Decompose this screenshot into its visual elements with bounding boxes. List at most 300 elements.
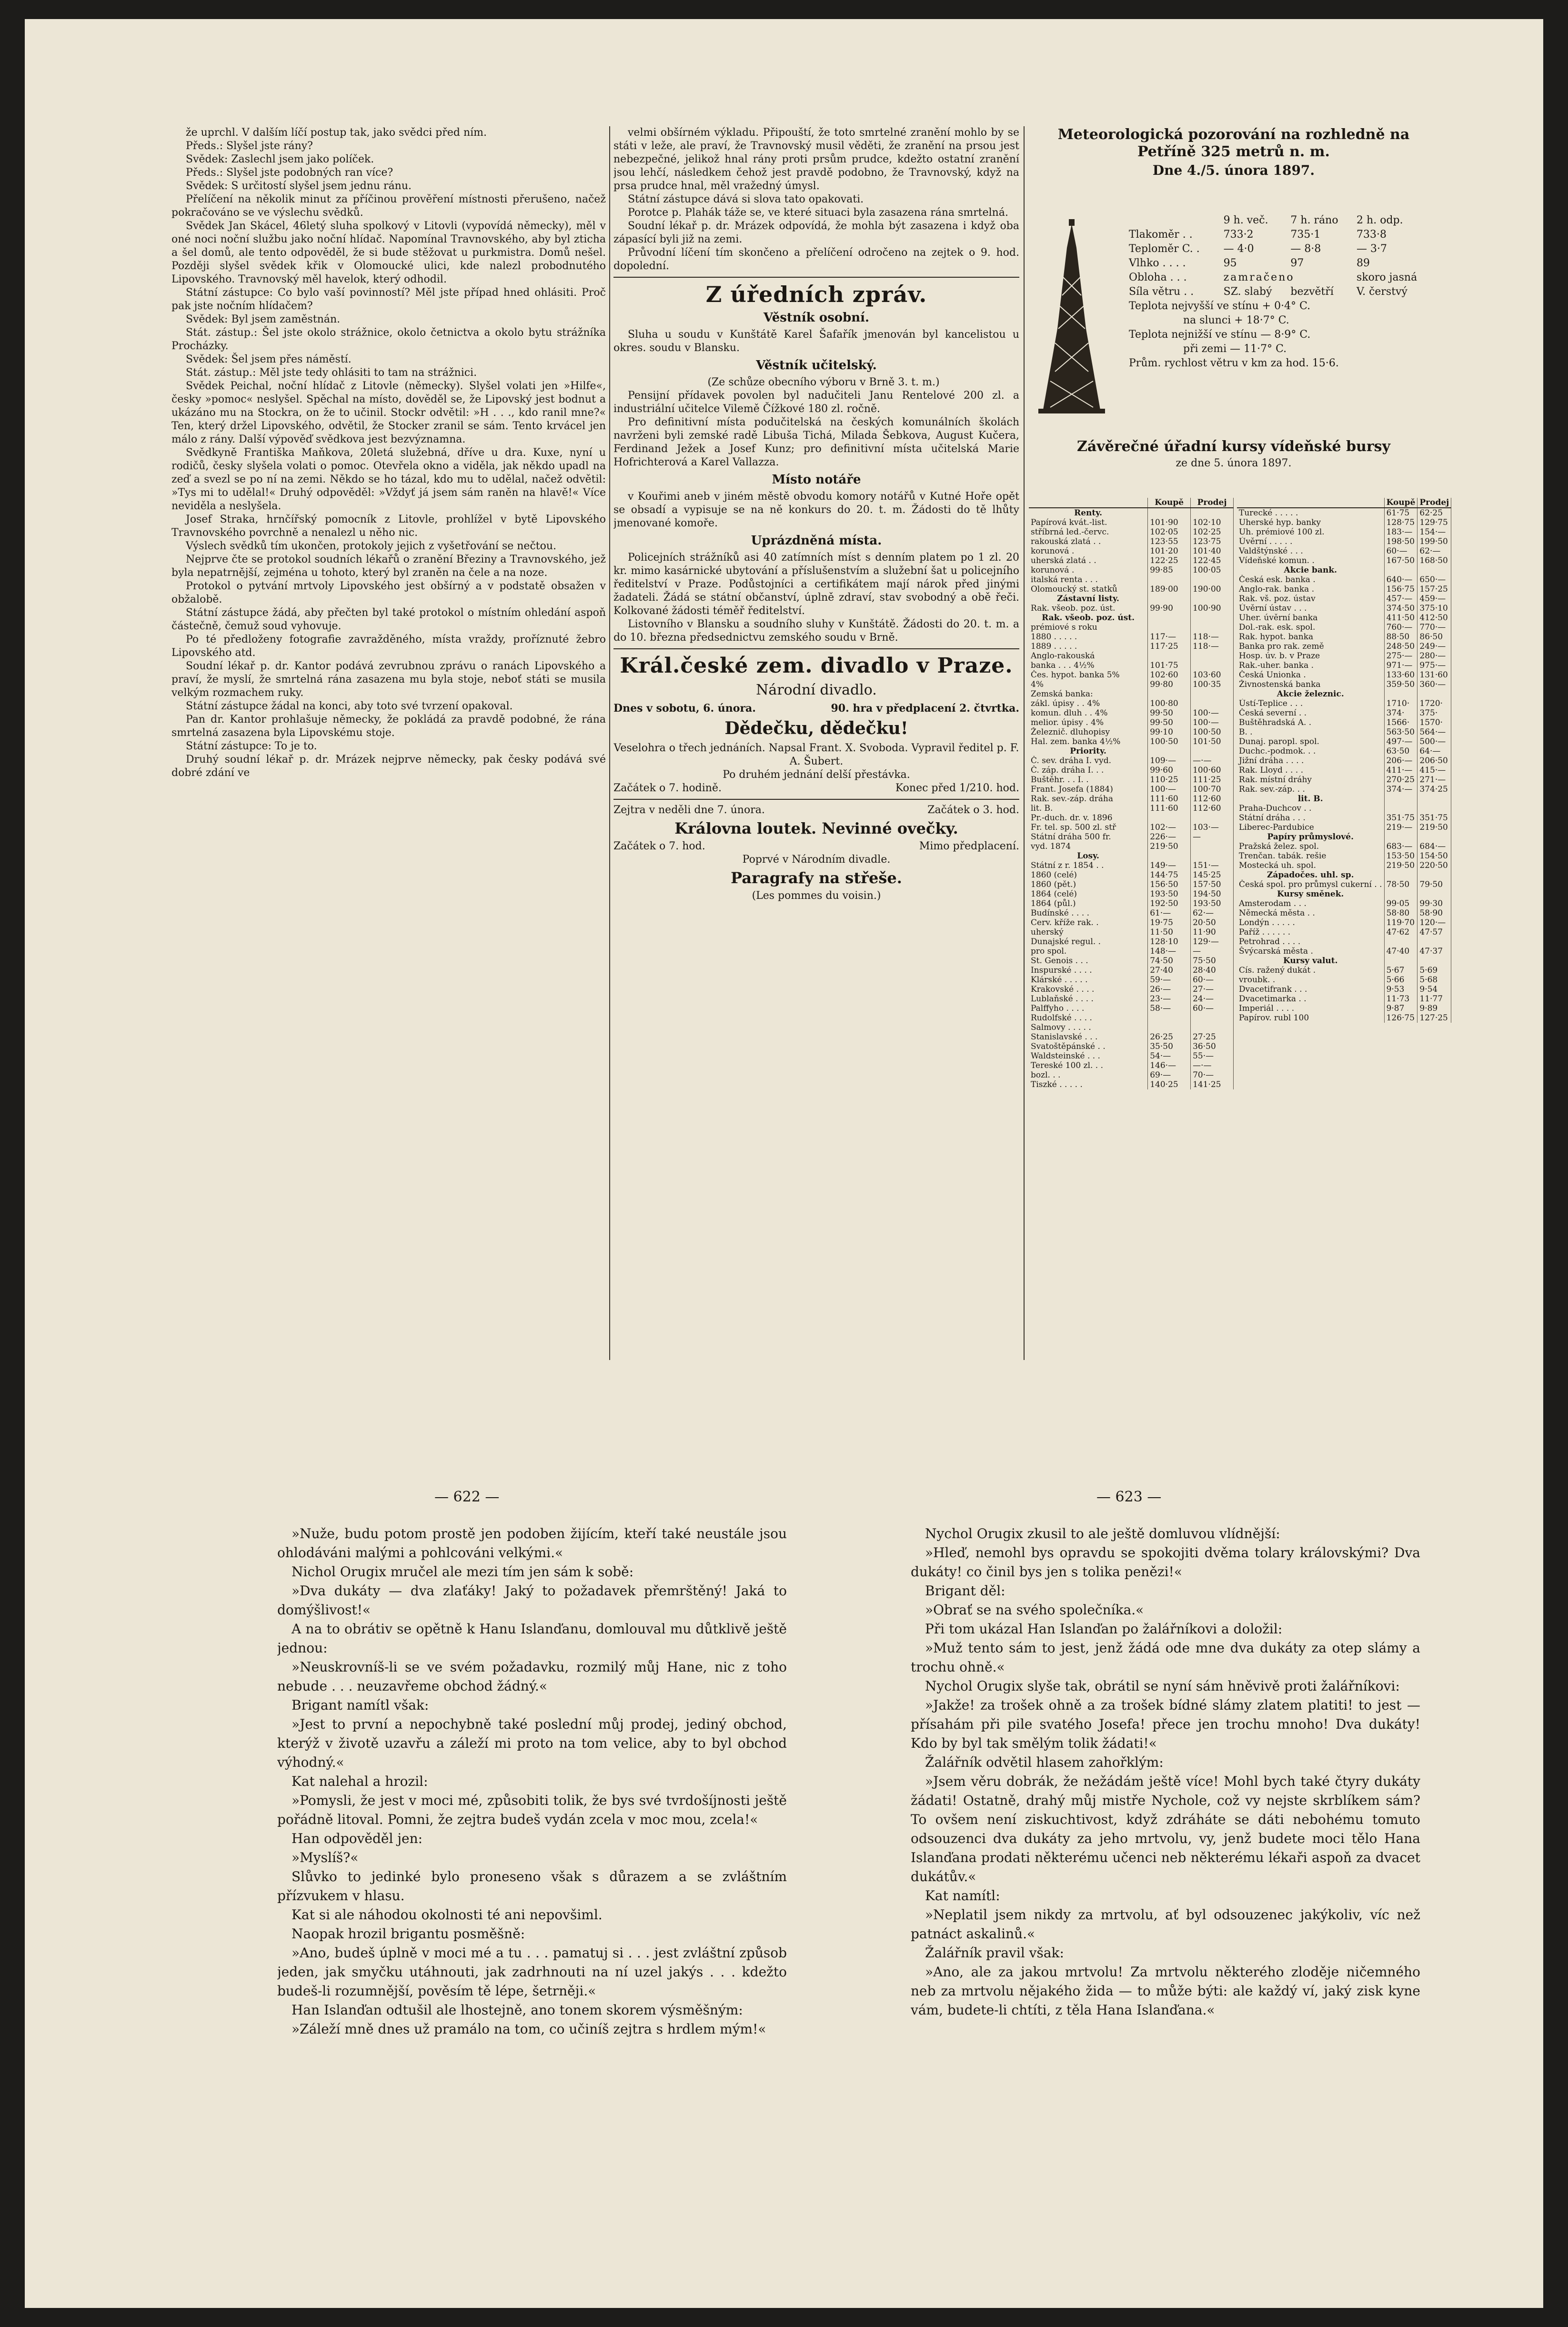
stock-row (1237, 623, 1451, 632)
stock-buy: 9·53 (1384, 985, 1417, 994)
stock-row (1029, 804, 1234, 813)
stock-sell: 194·50 (1191, 889, 1234, 899)
stock-sell (1191, 1013, 1234, 1023)
stock-sell: 360·— (1417, 680, 1451, 689)
vacancies-text: Policejních strážníků asi 40 zatímních míst s denním platem po 1 zl. 20 kr. mimo kasárnické ubytování a příslušenstvím a služební šat u policejního ředitelství v Praze. Podůstojníci a certifikátem mají nárok před jinými žadateli. Žádá se státní občanství, úplně zdraví, stav svobodný a obě řeči. Kolkované žádosti téměř ředitelství. (613, 552, 1019, 617)
stock-row (1237, 994, 1451, 1004)
story-paragraph: »Pomysli, že jest v moci mé, způsobiti tolik, že bys své tvrdošíjnosti ještě pořádně litoval. Pomni, že zejtra budeš vydán zcela v moc mou, zcela!« (277, 1793, 787, 1827)
meteo-value: 89 (1357, 257, 1370, 269)
next-day-row (613, 804, 1019, 817)
stock-name: Státní dráha 500 fr. (1029, 832, 1148, 842)
stock-name: pro spol. (1029, 947, 1148, 956)
stock-buy (1148, 594, 1191, 604)
page-number-right: — 623 — (1096, 1489, 1162, 1505)
stock-name: 1880 . . . . . (1029, 632, 1148, 642)
meteo-value: bezvětří (1290, 286, 1334, 298)
stock-name: melior. úpisy . 4% (1029, 718, 1148, 727)
stock-sell (1191, 651, 1234, 661)
stock-row (1029, 975, 1234, 985)
stock-name: Č. záp. dráha I. . . (1029, 766, 1148, 775)
stock-sell: 101·50 (1191, 737, 1234, 746)
stock-name: Imperiál . . . . (1237, 1004, 1384, 1013)
stock-name: Budínské . . . . (1029, 908, 1148, 918)
stock-buy: 100·80 (1148, 699, 1191, 708)
stock-sell: 206·50 (1417, 756, 1451, 766)
stock-buy: 117·— (1148, 632, 1191, 642)
stock-buy: 198·50 (1384, 537, 1417, 546)
stock-buy (1148, 851, 1191, 861)
meteo-value: SZ. slabý (1223, 286, 1272, 298)
stock-name: Rak. místní dráhy (1237, 775, 1384, 785)
stock-sell: 100·60 (1191, 766, 1234, 775)
stock-name: prémiové s roku (1029, 623, 1148, 632)
stock-buy: 156·50 (1148, 880, 1191, 889)
stock-row (1029, 832, 1234, 842)
article-paragraph: Výslech svědků tím ukončen, protokoly jejich z vyšetřování se nečtou. (186, 540, 557, 552)
stock-row (1029, 699, 1234, 708)
stock-name: Papíry průmyslové. (1237, 832, 1384, 842)
stock-row (1029, 727, 1234, 737)
stock-sell: 47·37 (1417, 947, 1451, 956)
story-paragraph: A na to obrátiv se opětně k Hanu Islanďanu, domlouval mu důtklivě ještě jednou: (277, 1621, 787, 1656)
meteo-header (1029, 126, 1438, 212)
stock-buy: 275·— (1384, 651, 1417, 661)
stock-name: Dunajské regul. . (1029, 937, 1148, 947)
stock-name: Palffyho . . . . (1029, 1004, 1148, 1013)
column-rule (609, 126, 610, 1360)
stock-buy: 411·50 (1384, 613, 1417, 623)
stock-buy: 248·50 (1384, 642, 1417, 651)
stock-name: Stanislavské . . . (1029, 1032, 1148, 1042)
article-paragraph: Pan dr. Kantor prohlašuje německy, že pokládá za pravdě podobné, že rána smrtelná zasazena byla Lipovskému stoje. (171, 714, 606, 739)
theatre-subtitle: Národní divadlo. (756, 682, 877, 698)
stock-row (1029, 966, 1234, 975)
stock-row (1029, 537, 1234, 546)
stock-name: Losy. (1029, 851, 1148, 861)
next-start2: Začátek o 7. hod. (613, 840, 705, 852)
stock-name: uherská zlatá . . (1029, 556, 1148, 565)
story-paragraph: »Obrať se na svého společníka.« (925, 1602, 1144, 1618)
stock-sell: 415·— (1417, 766, 1451, 775)
stock-row (1237, 546, 1451, 556)
article-paragraph: Státní zástupce: Co bylo vaší povinností? Měl jste případ hned ohlásiti. Proč pak jste nočním hlídačem? (171, 287, 606, 312)
column-rule (1024, 126, 1025, 1360)
stock-row (1029, 889, 1234, 899)
stock-sell: 412·50 (1417, 613, 1451, 623)
stock-name: Akcie bank. (1237, 565, 1384, 575)
stock-row (1237, 756, 1451, 766)
stock-row (1029, 785, 1234, 794)
next-evening-row (613, 840, 1019, 853)
article-paragraph: Státní zástupce žádá, aby přečten byl také protokol o místním ohledání aspoň částečně, čemuž soud vyhovuje. (171, 607, 606, 632)
stock-name: Turecké . . . . . (1237, 508, 1384, 518)
article-paragraph: Svědek: S určitostí slyšel jsem jednu ránu. (186, 180, 412, 192)
story-paragraph: Nychol Orugix slyše tak, obrátil se nyní sám hněvivě proti žalářníkovi: (925, 1678, 1400, 1694)
stock-buy: 133·60 (1384, 670, 1417, 680)
story-paragraph: »Ano, ale za jakou mrtvolu! Za mrtvolu některého zloděje ničemného neb za mrtvolu nějakého žida — to může býti: ale každý ví, jaký zisk kyne vám, budete-li chtíti, z těla Hana Islanďana.« (911, 1964, 1420, 2018)
theatre-heading: Král.české zem. divadlo v Praze. (620, 654, 1013, 678)
stock-sell: 111·25 (1191, 775, 1234, 785)
stock-buy: 99·60 (1148, 766, 1191, 775)
stock-name: Jižní dráha . . . . (1237, 756, 1384, 766)
stock-name: Rak. vš. poz. ústav (1237, 594, 1384, 604)
stock-sell (1417, 794, 1451, 804)
article-paragraph: Státní zástupce dává si slova tato opakovati. (628, 193, 864, 205)
meteo-date: Dne 4./5. února 1897. (1152, 162, 1315, 178)
stock-sell: 151·— (1191, 861, 1234, 870)
stock-sell: 564·— (1417, 727, 1451, 737)
meteo-value: — 3·7 (1357, 243, 1387, 255)
stock-table-left (1029, 498, 1234, 1089)
vacancies-heading: Uprázdněná místa. (751, 534, 882, 548)
stock-name: Č. sev. dráha I. vyd. (1029, 756, 1148, 766)
article-paragraph: Svědek Jan Skácel, 46letý sluha spolkový v Litovli (vypovídá německy), měl v oné noci noční službu jako noční hlídač. Napomínal Travnovského, aby byl zticha a šel domů, ale tento odpověděl, že si bude stěžovat u purkmistra. Domů nešel. Později slyšel svědek křik v Olomoucké ulici, kde nalezl probodnutého Lipovského. Travnovský měl havelok, který odhodil. (171, 220, 606, 285)
column-middle (613, 126, 1019, 1360)
stock-name: Uherské hyp. banky (1237, 518, 1384, 527)
stock-row (1029, 927, 1234, 937)
stock-sell (1191, 575, 1234, 584)
stock-row (1029, 623, 1234, 632)
stock-row (1237, 851, 1451, 861)
stock-buy: 78·50 (1384, 880, 1417, 889)
stock-buy: 99·50 (1148, 708, 1191, 718)
stock-name: Uh. prémiové 100 zl. (1237, 527, 1384, 537)
meteo-extra: při zemi — 11·7° C. (1183, 343, 1287, 355)
stock-sell: 79·50 (1417, 880, 1451, 889)
stock-name: Tereské 100 zl. . . (1029, 1061, 1148, 1070)
stock-name: lit. B. (1029, 804, 1148, 813)
stock-name: 1860 (celé) (1029, 870, 1148, 880)
stock-name: Duchc.-podmok. . . (1237, 746, 1384, 756)
stock-row (1029, 613, 1234, 623)
stock-sell (1191, 594, 1234, 604)
stock-name: zákl. úpisy . . 4% (1029, 699, 1148, 708)
stock-buy: 206·— (1384, 756, 1417, 766)
stock-buy: 59·— (1148, 975, 1191, 985)
meteo-label: Síla větru . . (1129, 286, 1194, 298)
stock-name: Živnostenská banka (1237, 680, 1384, 689)
stock-sell: 101·40 (1191, 546, 1234, 556)
personal-bulletin-text: Sluha u soudu v Kunštátě Karel Šafařík jmenován byl kancelistou u okres. soudu v Blansku. (613, 329, 1019, 354)
stock-buy: 123·55 (1148, 537, 1191, 546)
meteo-value: zamračeno (1223, 272, 1295, 283)
stock-row (1237, 699, 1451, 708)
article-paragraph: že uprchl. V dalším líčí postup tak, jako svědci před ním. (186, 127, 487, 139)
stock-row (1029, 680, 1234, 689)
stock-name: Železnič. dluhopisy (1029, 727, 1148, 737)
stock-row (1029, 870, 1234, 880)
article-paragraph: Státní zástupce žádal na konci, aby toto své tvrzení opakoval. (186, 700, 513, 712)
stock-name: Západočes. uhl. sp. (1237, 870, 1384, 880)
stock-row (1029, 794, 1234, 804)
stock-row (1029, 1070, 1234, 1080)
stock-sell: 103·60 (1191, 670, 1234, 680)
stock-row (1237, 737, 1451, 746)
stock-buy (1384, 937, 1417, 947)
stock-buy: 153·50 (1384, 851, 1417, 861)
stock-buy: 11·73 (1384, 994, 1417, 1004)
stock-sell: 129·75 (1417, 518, 1451, 527)
stock-name: Uher. úvěrní banka (1237, 613, 1384, 623)
stock-name: lit. B. (1237, 794, 1384, 804)
stock-row (1029, 1061, 1234, 1070)
stock-buy: 146·— (1148, 1061, 1191, 1070)
court-report-continued (613, 126, 1019, 273)
stock-sell: 9·54 (1417, 985, 1451, 994)
stock-sell: 62·— (1191, 908, 1234, 918)
stock-sell: 154·50 (1417, 851, 1451, 861)
stock-name: stříbrná led.-červc. (1029, 527, 1148, 537)
stock-row (1029, 842, 1234, 851)
play-times (613, 782, 1019, 795)
stock-sell (1417, 937, 1451, 947)
stock-row (1237, 661, 1451, 670)
article-paragraph: Svědek: Zaslechl jsem jako políček. (186, 153, 374, 165)
stock-buy (1148, 746, 1191, 756)
stock-sell (1191, 661, 1234, 670)
stock-buy (1384, 804, 1417, 813)
stock-buy (1384, 565, 1417, 575)
stock-buy: 5·67 (1384, 966, 1417, 975)
story-paragraph: »Neuskrovníš-li se ve svém požadavku, rozmilý můj Hane, nic z toho nebude . . . neuzavřeme obchod žádný.« (277, 1659, 787, 1694)
stock-row (1237, 889, 1451, 899)
stock-buy: 148·— (1148, 947, 1191, 956)
stock-buy: 100·— (1148, 785, 1191, 794)
stock-name: Lublaňské . . . . (1029, 994, 1148, 1004)
stock-sell: 118·— (1191, 632, 1234, 642)
stock-name: Akcie železnic. (1237, 689, 1384, 699)
stock-sell: 100·— (1191, 708, 1234, 718)
stock-row (1237, 575, 1451, 584)
stock-row (1029, 823, 1234, 832)
stock-sell: 219·50 (1417, 823, 1451, 832)
stock-buy: 563·50 (1384, 727, 1417, 737)
stock-sell: 55·— (1191, 1051, 1234, 1061)
stock-row (1237, 937, 1451, 947)
stock-buy: 192·50 (1148, 899, 1191, 908)
stock-sell: 122·45 (1191, 556, 1234, 565)
stock-buy: 193·50 (1148, 889, 1191, 899)
stock-buy: 26·— (1148, 985, 1191, 994)
story-right-page (911, 1524, 1420, 2144)
stock-sell (1417, 689, 1451, 699)
stock-buy: 26·25 (1148, 1032, 1191, 1042)
stock-row (1029, 908, 1234, 918)
stock-row (1237, 870, 1451, 880)
stock-row (1029, 584, 1234, 594)
stock-sell: 123·75 (1191, 537, 1234, 546)
stock-name: 1860 (pět.) (1029, 880, 1148, 889)
meteo-extra: Teplota nejvyšší ve stínu + 0·4° C. (1129, 300, 1311, 312)
stock-sell: 220·50 (1417, 861, 1451, 870)
stock-row (1029, 1023, 1234, 1032)
story-paragraph: Slůvko to jedinké bylo proneseno však s důrazem a se zvláštním přízvukem v hlasu. (277, 1869, 787, 1904)
story-paragraph: »Dva dukáty — dva zlaťáky! Jaký to požadavek přemrštěný! Jaká to domýšlivost!« (277, 1583, 787, 1618)
stock-buy (1148, 1023, 1191, 1032)
stock-exchange-title: Závěrečné úřadní kursy vídeňské bursy (1076, 438, 1391, 455)
stock-row (1029, 861, 1234, 870)
stock-buy: 219·50 (1384, 861, 1417, 870)
stock-sell: 193·50 (1191, 899, 1234, 908)
stock-name: Renty. (1029, 508, 1148, 518)
stock-name: Rak. Lloyd . . . . (1237, 766, 1384, 775)
story-paragraph: »Ano, budeš úplně v moci mé a tu . . . pamatuj si . . . jest zvláštní způsob jeden, jak smyčku utáhnouti, jak zadrhnouti na ní uzel jakýs . . . kdežto budeš-li rozumnější, pověsím tě lépe, šetrněji.« (277, 1945, 787, 1999)
stock-buy: 60·— (1384, 546, 1417, 556)
stock-name: banka . . . 4½% (1029, 661, 1148, 670)
stock-sell: 199·50 (1417, 537, 1451, 546)
stock-name: 1864 (půl.) (1029, 899, 1148, 908)
story-paragraph: Žalářník pravil však: (925, 1945, 1064, 1961)
theatre-performance: 90. hra v předplacení 2. čtvrtka. (831, 702, 1019, 715)
story-paragraph: »Myslíš?« (291, 1850, 359, 1865)
stock-sell (1191, 851, 1234, 861)
stock-row (1237, 556, 1451, 565)
stock-exchange-subtitle: ze dne 5. února 1897. (1176, 457, 1292, 469)
stock-row (1237, 1004, 1451, 1013)
stock-sell: 975·— (1417, 661, 1451, 670)
stock-name: Paříž . . . . . . (1237, 927, 1384, 937)
meteo-row (1126, 271, 1436, 285)
teacher-bulletin-heading: Věstník učitelský. (756, 358, 877, 373)
stock-name: Buštěhradská A. . (1237, 718, 1384, 727)
stock-buy: 219·50 (1148, 842, 1191, 851)
stock-sell: 70·— (1191, 1070, 1234, 1080)
notary-text: v Kouřimi aneb v jiném městě obvodu komory notářů v Kutné Hoře opět se obsadí a vypisuje se na ně konkurs do 20. t. m. Žádosti do tě lhůty jmenované komoře. (613, 491, 1019, 529)
stock-name: Papírová kvát.-list. (1029, 518, 1148, 527)
next-play-title: Královna loutek. Nevinné ovečky. (674, 819, 958, 837)
stock-buy: 101·90 (1148, 518, 1191, 527)
stock-name: 4% (1029, 680, 1148, 689)
stock-row (1237, 527, 1451, 537)
stock-name: Dvacetifrank . . . (1237, 985, 1384, 994)
stock-buy: 144·75 (1148, 870, 1191, 880)
stock-buy: 102·05 (1148, 527, 1191, 537)
stock-buy: 411·— (1384, 766, 1417, 775)
stock-row (1237, 966, 1451, 975)
stock-sell: 58·90 (1417, 908, 1451, 918)
stock-buy: 101·20 (1148, 546, 1191, 556)
stock-sell: 131·60 (1417, 670, 1451, 680)
stock-name: Amsterodam . . . (1237, 899, 1384, 908)
stock-name: Rak. sev.-záp. dráha (1029, 794, 1148, 804)
stock-name: italská renta . . . (1029, 575, 1148, 584)
stock-buy: 359·50 (1384, 680, 1417, 689)
stock-row (1237, 823, 1451, 832)
next-play2-subtitle: (Les pommes du voisin.) (752, 890, 881, 902)
stock-row (1029, 508, 1234, 518)
stock-row (1237, 642, 1451, 651)
stock-name: Kursy valut. (1237, 956, 1384, 966)
stock-buy: 74·50 (1148, 956, 1191, 966)
stock-name: Česká spol. pro průmysl cukerní . . (1237, 880, 1384, 889)
article-paragraph: Josef Straka, hrnčířský pomocník z Litovle, prohlížel v bytě Lipovského Travnovského povrchně a nenalezl u něho nic. (171, 514, 606, 539)
stock-buy (1148, 689, 1191, 699)
stock-row (1237, 927, 1451, 937)
stock-name: Anglo-rak. banka . (1237, 584, 1384, 594)
stock-sell: 62·— (1417, 546, 1451, 556)
vacancies-text: Listovního v Blansku a soudního sluhy v Kunštátě. Žádosti do 20. t. m. a do 10. března předsednictvu zemského soudu v Brně. (613, 618, 1019, 644)
stock-row (1237, 670, 1451, 680)
stock-name: Waldsteinské . . . (1029, 1051, 1148, 1061)
stock-name: Papírov. rubl 100 (1237, 1013, 1384, 1023)
stock-sell (1191, 623, 1234, 632)
stock-sell (1191, 689, 1234, 699)
stock-sell: 500·— (1417, 737, 1451, 746)
stock-name: uherský (1029, 927, 1148, 937)
stock-buy: 111·60 (1148, 794, 1191, 804)
stock-buy: 99·80 (1148, 680, 1191, 689)
article-paragraph: Porotce p. Plahák táže se, ve které situaci byla zasazena rána smrtelná. (628, 207, 1008, 219)
story-paragraph: Han Islanďan odtušil ale lhostejně, ano tonem skorem výsměšným: (291, 2002, 743, 2018)
stock-row (1029, 708, 1234, 718)
stock-name: Německá města . . (1237, 908, 1384, 918)
stock-sell: 375·10 (1417, 604, 1451, 613)
stock-sell: 100·35 (1191, 680, 1234, 689)
stock-name: Krakovské . . . . (1029, 985, 1148, 994)
stock-name: Mostecká uh. spol. (1237, 861, 1384, 870)
article-paragraph: Přelíčení na několik minut za příčinou prověření místnosti přerušeno, načež pokračováno se ve výslechu svědků. (171, 193, 606, 219)
stock-row (1237, 689, 1451, 699)
stock-sell (1191, 842, 1234, 851)
stock-buy (1384, 870, 1417, 880)
notary-heading: Místo notáře (772, 473, 861, 487)
stock-sell (1417, 804, 1451, 813)
article-paragraph: Průvodní líčení tím skončeno a přelíčení odročeno na zejtek o 9. hod. dopolední. (613, 247, 1019, 272)
meteo-label: Tlakoměr . . (1129, 229, 1193, 241)
stock-buy: 58·— (1148, 1004, 1191, 1013)
stock-name: Zemská banka: (1029, 689, 1148, 699)
play-title: Dědečku, dědečku! (724, 718, 908, 738)
stock-name: Cís. ražený dukát . (1237, 966, 1384, 975)
stock-name: Buštěhr. . . I. . (1029, 775, 1148, 785)
meteo-label: Teploměr C. . (1129, 243, 1200, 255)
stock-name: Petrohrad . . . . (1237, 937, 1384, 947)
stock-buy: 1710· (1384, 699, 1417, 708)
stock-name: Zástavní listy. (1029, 594, 1148, 604)
play-pause: Po druhém jednání delší přestávka. (723, 769, 910, 781)
meteo-extra: Teplota nejnižší ve stínu — 8·9° C. (1129, 329, 1311, 341)
stock-name: Pražská želez. spol. (1237, 842, 1384, 851)
stock-sell: 11·77 (1417, 994, 1451, 1004)
stock-row (1029, 594, 1234, 604)
meteo-row (1126, 256, 1436, 271)
stock-sell: 27·— (1191, 985, 1234, 994)
stock-name: B. . (1237, 727, 1384, 737)
stock-row (1237, 785, 1451, 794)
stock-row (1237, 584, 1451, 594)
stock-buy (1384, 956, 1417, 966)
stock-row (1237, 918, 1451, 927)
stock-buy: 971·— (1384, 661, 1417, 670)
stock-sell: 9·89 (1417, 1004, 1451, 1013)
stock-sell: 1570· (1417, 718, 1451, 727)
stock-sell: 28·40 (1191, 966, 1234, 975)
stock-name: Ústí-Teplice . . . (1237, 699, 1384, 708)
next-play2-title: Paragrafy na střeše. (731, 869, 902, 887)
article-paragraph: Svědek: Šel jsem přes náměstí. (186, 353, 352, 365)
next-start: Začátek o 3. hod. (927, 804, 1019, 816)
stock-row (1237, 861, 1451, 870)
stock-row (1237, 613, 1451, 623)
meteo-hour: 9 h. več. (1223, 214, 1268, 226)
article-paragraph: Předs.: Slyšel jste podobných ran více? (186, 167, 393, 179)
stock-buy: 5·66 (1384, 975, 1417, 985)
stock-row (1237, 594, 1451, 604)
stock-buy: 640·— (1384, 575, 1417, 584)
article-paragraph: Svědkyně Františka Maňkova, 20letá služebná, dříve u dra. Kuxe, nyní u rodičů, česky slyšela volati o pomoc. Otevřela okno a viděla, jak někdo upadl na zeď a svezl se po ní na zemi. Někdo se ho tázal, kdo mu to udělal, načež odvětil: »Tys mi to udělal!« Druhý odpověděl: »Vždyť já jsem sám raněn na hlavě!« Více neviděla a neslyšela. (171, 447, 606, 512)
stock-buy: 9·87 (1384, 1004, 1417, 1013)
stock-row (1029, 1013, 1234, 1023)
